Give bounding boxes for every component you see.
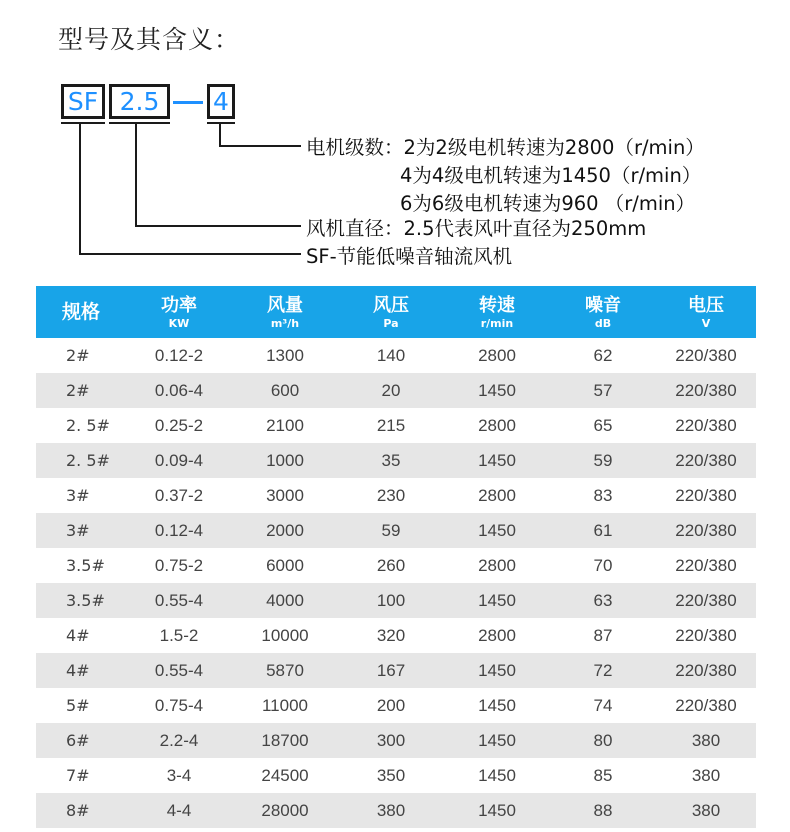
- table-cell: 1300: [266, 345, 304, 365]
- table-cell: 3-4: [166, 765, 192, 785]
- table-cell: 380: [656, 723, 756, 758]
- table-cell: 10000: [261, 625, 309, 645]
- table-cell: 3.5#: [36, 583, 126, 618]
- series-desc: SF-节能低噪音轴流风机: [306, 245, 513, 268]
- table-cell: 57: [550, 373, 656, 408]
- table-cell: 3000: [266, 485, 304, 505]
- table-cell: 24500: [261, 765, 309, 785]
- table-cell: 2000: [232, 513, 338, 548]
- table-cell: 70: [593, 555, 613, 575]
- code-prefix-box: SF: [61, 84, 105, 119]
- table-cell: 2800: [478, 555, 516, 575]
- table-cell: 1450: [478, 695, 516, 715]
- table-cell: 1450: [478, 765, 516, 785]
- table-cell: 3#: [66, 486, 90, 505]
- table-cell: 2800: [478, 415, 516, 435]
- table-cell: 1450: [444, 723, 550, 758]
- table-cell: 220/380: [675, 345, 737, 365]
- table-cell: 4-4: [126, 793, 232, 828]
- table-cell: 167: [338, 653, 444, 688]
- table-cell: 320: [376, 625, 406, 645]
- table-cell: 6#: [36, 723, 126, 758]
- table-cell: 4#: [36, 653, 126, 688]
- table-cell: 59: [338, 513, 444, 548]
- table-cell: 74: [593, 695, 613, 715]
- connector-size-vertical: [135, 123, 137, 227]
- connector-poles-vertical: [219, 123, 221, 147]
- table-cell: 2#: [36, 373, 126, 408]
- table-cell: 62: [593, 345, 613, 365]
- table-cell: 0.37-2: [154, 485, 204, 505]
- poles-underline: [207, 122, 235, 124]
- table-cell: 72: [550, 653, 656, 688]
- table-cell: 5#: [66, 696, 90, 715]
- connector-poles-horizontal: [219, 145, 301, 147]
- table-cell: 1450: [444, 373, 550, 408]
- table-cell: 350: [376, 765, 406, 785]
- table-cell: 0.75-2: [154, 555, 204, 575]
- table-row: [36, 618, 756, 653]
- motor-poles-desc-1: 电机级数：2为2级电机转速为2800（r/min）: [306, 136, 705, 159]
- table-cell: 380: [691, 765, 721, 785]
- table-cell: 140: [376, 345, 406, 365]
- table-row: [36, 548, 756, 583]
- header-speed: 转速 r/min: [444, 286, 550, 338]
- code-separator-dash: [173, 101, 203, 104]
- table-cell: 1.5-2: [159, 625, 199, 645]
- header-airflow: 风量 m³/h: [232, 286, 338, 338]
- table-cell: 28000: [232, 793, 338, 828]
- table-row: [36, 513, 756, 548]
- prefix-underline: [61, 122, 105, 124]
- table-cell: 5870: [232, 653, 338, 688]
- motor-poles-desc-3: 6为6级电机转速为960 （r/min）: [400, 192, 696, 215]
- table-row: [36, 478, 756, 513]
- connector-prefix-vertical: [79, 123, 81, 255]
- table-cell: 1450: [444, 793, 550, 828]
- table-cell: 8#: [36, 793, 126, 828]
- table-row: [36, 723, 756, 758]
- connector-prefix-horizontal: [79, 253, 301, 255]
- table-cell: 260: [376, 555, 406, 575]
- table-cell: 2800: [478, 345, 516, 365]
- table-cell: 6000: [266, 555, 304, 575]
- table-cell: 220/380: [675, 555, 737, 575]
- table-cell: 2#: [66, 346, 90, 365]
- table-cell: 1450: [444, 583, 550, 618]
- header-power: 功率 KW: [126, 286, 232, 338]
- table-cell: 2100: [266, 415, 304, 435]
- table-row: [36, 373, 756, 408]
- table-cell: 0.75-4: [154, 695, 204, 715]
- table-cell: 2800: [478, 625, 516, 645]
- table-cell: 600: [232, 373, 338, 408]
- table-cell: 11000: [261, 695, 308, 715]
- size-underline: [109, 122, 170, 124]
- table-cell: 65: [593, 415, 613, 435]
- table-cell: 88: [550, 793, 656, 828]
- table-cell: 7#: [66, 766, 90, 785]
- table-cell: 220/380: [656, 583, 756, 618]
- motor-poles-desc-2: 4为4级电机转速为1450（r/min）: [400, 164, 702, 187]
- table-cell: 0.55-4: [126, 583, 232, 618]
- code-size-box: 2.5: [109, 84, 170, 119]
- table-cell: 4000: [232, 583, 338, 618]
- table-cell: 20: [338, 373, 444, 408]
- header-spec: 规格: [36, 286, 126, 338]
- connector-size-horizontal: [135, 225, 301, 227]
- page-title: 型号及其含义：: [58, 25, 241, 54]
- table-cell: 63: [550, 583, 656, 618]
- table-cell: 3#: [36, 513, 126, 548]
- table-cell: 2800: [478, 485, 516, 505]
- table-cell: 87: [593, 625, 613, 645]
- table-cell: 380: [656, 793, 756, 828]
- table-row: [36, 653, 756, 688]
- table-cell: 230: [376, 485, 406, 505]
- table-cell: 0.09-4: [126, 443, 232, 478]
- table-header-row: [36, 286, 756, 338]
- table-row: [36, 338, 756, 373]
- table-cell: 2. 5#: [36, 443, 126, 478]
- header-noise: 噪音 dB: [550, 286, 656, 338]
- header-pressure: 风压 Pa: [338, 286, 444, 338]
- table-row: [36, 758, 756, 793]
- table-cell: 4#: [66, 626, 90, 645]
- table-cell: 215: [376, 415, 406, 435]
- table-cell: 0.55-4: [126, 653, 232, 688]
- table-cell: 100: [338, 583, 444, 618]
- table-cell: 220/380: [656, 513, 756, 548]
- table-cell: 200: [376, 695, 406, 715]
- diameter-desc: 风机直径：2.5代表风叶直径为250mm: [306, 217, 647, 240]
- table-cell: 0.12-2: [154, 345, 204, 365]
- table-cell: 220/380: [675, 485, 737, 505]
- table-cell: 59: [550, 443, 656, 478]
- table-cell: 85: [593, 765, 613, 785]
- table-cell: 0.25-2: [154, 415, 204, 435]
- table-cell: 80: [550, 723, 656, 758]
- table-cell: 1450: [444, 513, 550, 548]
- table-cell: 220/380: [656, 373, 756, 408]
- table-cell: 3.5#: [66, 556, 105, 575]
- table-row: [36, 443, 756, 478]
- code-poles-box: 4: [207, 84, 235, 119]
- table-cell: 2. 5#: [66, 416, 110, 435]
- spec-table: [36, 286, 756, 828]
- table-cell: 1450: [444, 653, 550, 688]
- table-row: [36, 688, 756, 723]
- table-cell: 220/380: [656, 443, 756, 478]
- table-cell: 220/380: [675, 625, 737, 645]
- table-cell: 0.06-4: [126, 373, 232, 408]
- table-cell: 220/380: [675, 415, 737, 435]
- table-cell: 18700: [232, 723, 338, 758]
- table-cell: 220/380: [675, 695, 737, 715]
- table-cell: 35: [338, 443, 444, 478]
- table-cell: 83: [593, 485, 613, 505]
- table-cell: 300: [338, 723, 444, 758]
- table-row: [36, 408, 756, 443]
- table-cell: 2.2-4: [126, 723, 232, 758]
- table-cell: 380: [338, 793, 444, 828]
- table-cell: 0.12-4: [126, 513, 232, 548]
- table-cell: 1000: [232, 443, 338, 478]
- table-row: [36, 793, 756, 828]
- table-cell: 61: [550, 513, 656, 548]
- table-cell: 1450: [444, 443, 550, 478]
- table-row: [36, 583, 756, 618]
- header-voltage: 电压 V: [656, 286, 756, 338]
- table-cell: 220/380: [656, 653, 756, 688]
